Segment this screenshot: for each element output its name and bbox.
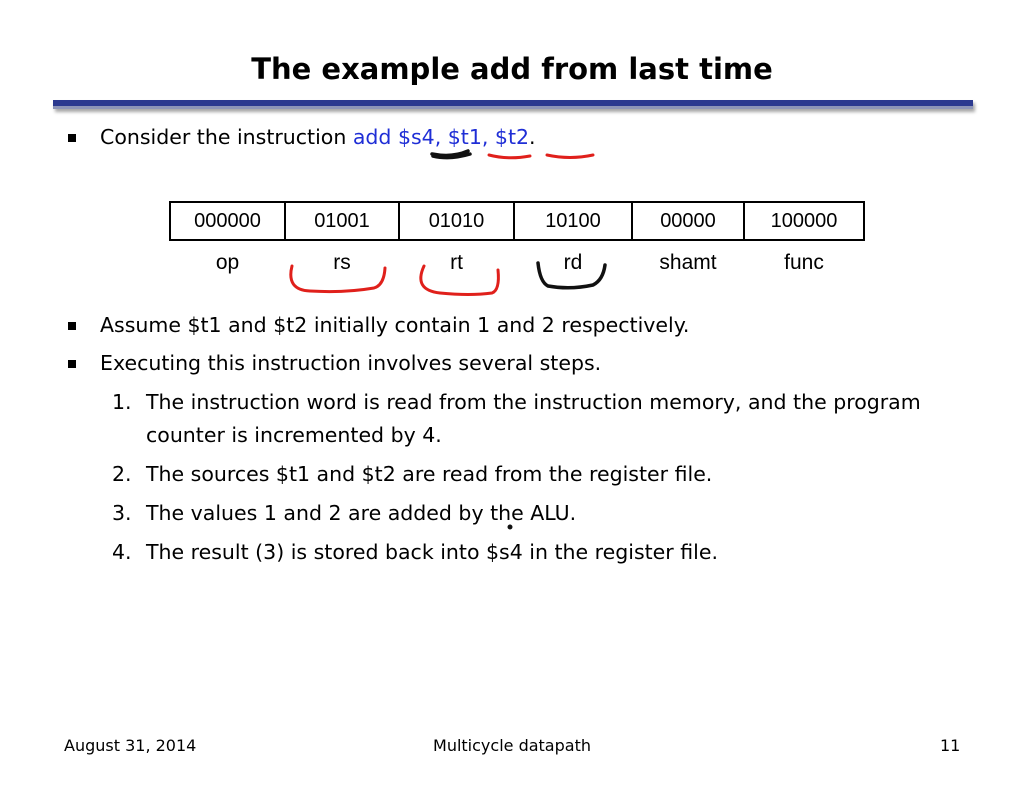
- bullet-text: Consider the instruction: [100, 125, 353, 149]
- field-rt-bits: 01010: [399, 202, 514, 240]
- step-text: The instruction word is read from the instruction memory, and the program counter is incremented by 4.: [146, 390, 921, 447]
- slide-title: The example add from last time: [251, 52, 773, 86]
- field-label-shamt: shamt: [659, 251, 717, 274]
- step-text: The values 1 and 2 are added by the ALU.: [146, 501, 577, 525]
- title-underline: [53, 100, 973, 109]
- step-number: 2.: [112, 462, 132, 486]
- field-func-bits: 100000: [744, 202, 864, 240]
- field-label-rt: rt: [450, 251, 463, 274]
- step-text: The result (3) is stored back into $s4 in the register file.: [146, 540, 718, 564]
- step-text: The sources $t1 and $t2 are read from the register file.: [146, 462, 713, 486]
- field-rs-bits: 01001: [285, 202, 399, 240]
- ink-underline-s4: [432, 151, 470, 158]
- field-rd-bits: 10100: [514, 202, 632, 240]
- step-number: 1.: [112, 390, 132, 414]
- step-number: 4.: [112, 540, 132, 564]
- instruction-encoding-table: [169, 201, 865, 241]
- ink-underline-t2: [547, 155, 593, 158]
- bullet-executing: Executing this instruction involves several steps.: [100, 351, 602, 375]
- field-label-rd: rd: [563, 251, 583, 274]
- footer-page-number: 11: [940, 736, 961, 755]
- footer-date: August 31, 2014: [64, 736, 197, 755]
- bullet-consider-instruction: [100, 125, 536, 149]
- ink-underline-t1: [489, 155, 530, 158]
- bullet-period: .: [529, 125, 536, 149]
- bullet-assume: Assume $t1 and $t2 initially contain 1 and 2 respectively.: [100, 313, 690, 337]
- table-row: [170, 202, 864, 240]
- field-label-func: func: [784, 251, 824, 274]
- instruction-code: add $s4, $t1, $t2: [352, 125, 530, 149]
- field-label-op: op: [215, 251, 240, 274]
- field-shamt-bits: 00000: [632, 202, 744, 240]
- field-op-bits: 000000: [170, 202, 285, 240]
- step-number: 3.: [112, 501, 132, 525]
- footer-topic: Multicycle datapath: [433, 736, 591, 755]
- field-label-rs: rs: [333, 251, 351, 274]
